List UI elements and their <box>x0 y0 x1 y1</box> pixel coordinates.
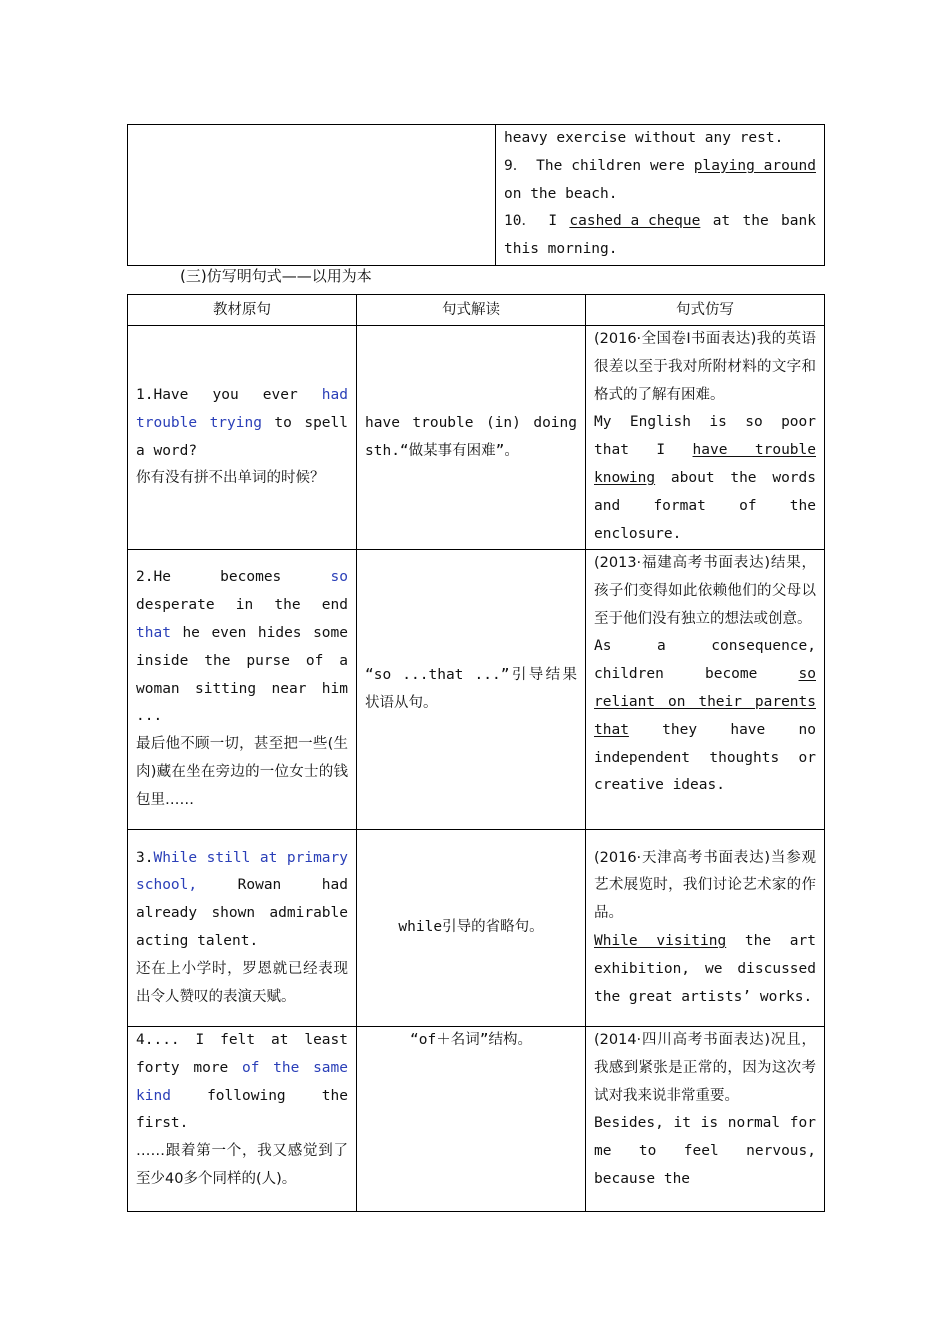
top-line-4: this morning. <box>504 241 618 258</box>
table-row <box>128 326 825 550</box>
original-sentence-cell <box>128 550 357 830</box>
answer-underline: cashed a cheque <box>569 213 701 230</box>
imitation-en: My English is so poor that I have trouble knowing about the words and format of the enclosure. <box>594 414 816 542</box>
imitation-en: As a consequence, children become so reliant on their parents that they have no independent thoughts or creative ideas. <box>594 638 816 794</box>
imitation-cn: (2016·天津高考书面表达)当参观艺术展览时，我们讨论艺术家的作品。 <box>594 849 816 922</box>
original-cn: 最后他不顾一切，甚至把一些(生肉)藏在坐在旁边的一位女士的钱包里…… <box>136 736 348 808</box>
table-row <box>128 830 825 1027</box>
table-row <box>128 1027 825 1212</box>
original-en: 4.... I felt at least forty more of the same kind following the first. <box>136 1032 348 1132</box>
original-en: 1.Have you ever had trouble trying to spell a word? <box>136 386 348 459</box>
explanation-cell <box>357 326 586 550</box>
answer-underline: While visiting <box>594 933 727 949</box>
explanation-cell <box>357 550 586 830</box>
original-sentence-cell <box>128 326 357 550</box>
explanation-text: “so ...that ...”引导结果状语从句。 <box>365 666 577 711</box>
explanation-cell <box>357 1027 586 1212</box>
imitation-cell <box>586 830 825 1027</box>
section-heading: (三)仿写明句式——以用为本 <box>180 267 372 285</box>
header-imitate: 句式仿写 <box>586 295 825 326</box>
explanation-text: while引导的省略句。 <box>398 919 544 936</box>
top-table-right-cell <box>496 125 825 266</box>
original-sentence-cell <box>128 1027 357 1212</box>
imitation-cn: (2014·四川高考书面表达)况且，我感到紧张是正常的，因为这次考试对我来说非常重要。 <box>594 1032 816 1104</box>
imitation-en: Besides, it is normal for me to feel nervous, because the <box>594 1115 816 1187</box>
original-sentence-cell <box>128 830 357 1027</box>
explanation-text: have trouble (in) doing sth.“做某事有困难”。 <box>365 414 577 459</box>
explanation-cell <box>357 830 586 1027</box>
imitation-cell <box>586 326 825 550</box>
original-en: 2.He becomes so desperate in the end that he even hides some inside the purse of a woman sitting near him ... <box>136 569 348 725</box>
imitation-cell <box>586 550 825 830</box>
imitation-cn: (2013·福建高考书面表达)结果，孩子们变得如此依赖他们的父母以至于他们没有独立的想法或创意。 <box>594 555 816 627</box>
imitation-cn: (2016·全国卷Ⅰ书面表达)我的英语很差以至于我对所附材料的文字和格式的了解有困难。 <box>594 331 817 403</box>
answer-underline: have trouble knowing <box>594 442 816 486</box>
table-row <box>128 550 825 830</box>
top-line-1: 9． The children were playing around <box>504 153 816 181</box>
top-line-0: heavy exercise without any rest. <box>504 130 784 146</box>
top-table-left-cell <box>128 125 496 266</box>
top-line-2: on the beach. <box>504 185 618 202</box>
header-original: 教材原句 <box>128 295 357 326</box>
answer-underline: playing around <box>693 157 816 174</box>
top-table <box>127 124 825 266</box>
header-explain: 句式解读 <box>357 295 586 326</box>
imitation-cell <box>586 1027 825 1212</box>
sentence-table <box>127 294 825 1212</box>
original-cn: 你有没有拼不出单词的时候？ <box>136 470 325 487</box>
original-en: 3.While still at primary school, Rowan had already shown admirable acting talent. <box>136 849 348 949</box>
original-cn: 还在上小学时，罗恩就已经表现出令人赞叹的表演天赋。 <box>136 960 348 1005</box>
original-cn: ……跟着第一个，我又感觉到了至少40多个同样的(人)。 <box>136 1143 348 1187</box>
explanation-text: “of＋名词”结构。 <box>410 1032 532 1048</box>
imitation-en: While visiting the art exhibition, we discussed the great artists’ works. <box>594 933 816 1005</box>
top-line-3: 10． I cashed a cheque at the bank <box>504 208 816 236</box>
answer-underline: so reliant on their parents that <box>594 666 816 738</box>
